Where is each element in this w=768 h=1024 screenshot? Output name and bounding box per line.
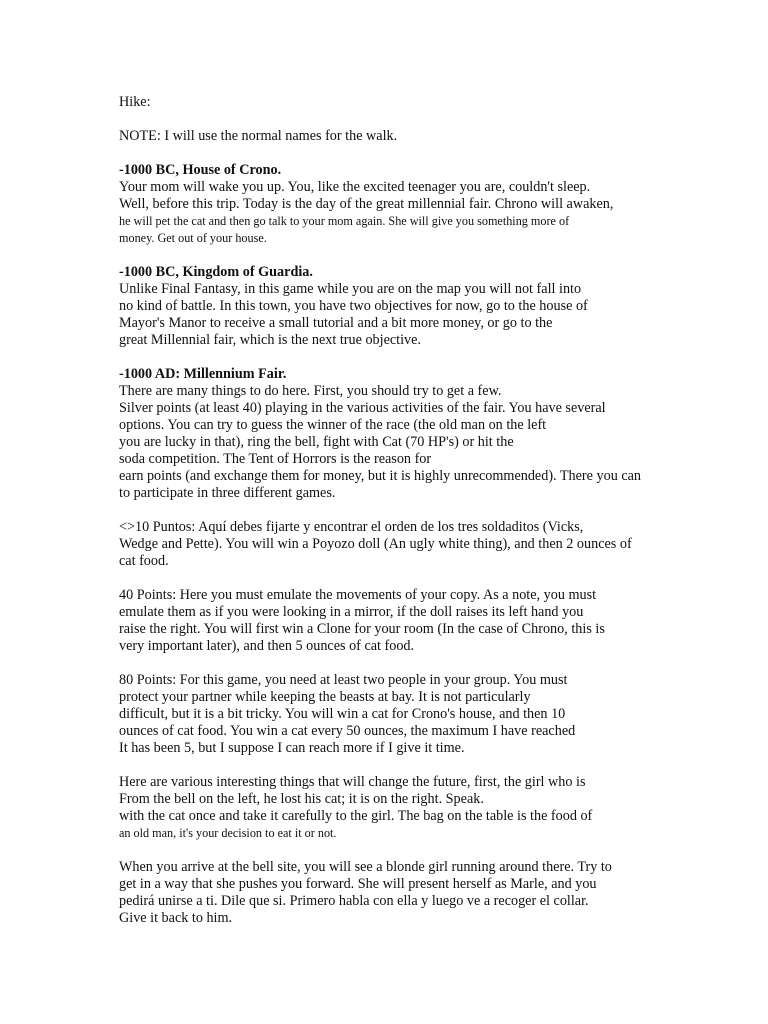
paragraph-line: pedirá unirse a ti. Dile que si. Primero habla con ella y luego ve a recoger el collar.: [119, 893, 589, 909]
paragraph-line: get in a way that she pushes you forward. She will present herself as Marle, and you: [119, 876, 597, 892]
section-line: There are many things to do here. First, you should try to get a few.: [119, 383, 502, 399]
document-note: NOTE: I will use the normal names for the walk.: [119, 128, 398, 144]
section-title: -1000 BC, Kingdom of Guardia.: [119, 264, 313, 280]
paragraph-line: When you arrive at the bell site, you will see a blonde girl running around there. Try to: [119, 859, 612, 875]
section-line: Your mom will wake you up. You, like the excited teenager you are, couldn't sleep.: [119, 179, 591, 195]
section-line: Mayor's Manor to receive a small tutorial and a bit more money, or go to the: [119, 315, 553, 331]
paragraph-line: cat food.: [119, 553, 169, 569]
paragraph-line: Give it back to him.: [119, 910, 233, 926]
section-house-of-crono: [119, 162, 679, 247]
spacer: [119, 842, 679, 859]
section-line: Well, before this trip. Today is the day of the great millennial fair. Chrono will awaken,: [119, 196, 614, 212]
section-line: soda competition. The Tent of Horrors is the reason for: [119, 451, 432, 467]
section-line: earn points (and exchange them for money, but it is highly unrecommended). There you can: [119, 468, 642, 484]
paragraph-10-points: [119, 519, 679, 570]
paragraph-line: ounces of cat food. You win a cat every 50 ounces, the maximum I have reached: [119, 723, 576, 739]
paragraph-interesting-things: [119, 774, 679, 842]
paragraph-line: Here are various interesting things that will change the future, first, the girl who is: [119, 774, 586, 790]
paragraph-line: From the bell on the left, he lost his cat; it is on the right. Speak.: [119, 791, 484, 807]
document-page: [119, 94, 679, 927]
section-line: you are lucky in that), ring the bell, fight with Cat (70 HP's) or hit the: [119, 434, 514, 450]
section-millennium-fair: [119, 366, 679, 502]
document-heading: Hike:: [119, 94, 151, 110]
section-line: options. You can try to guess the winner of the race (the old man on the left: [119, 417, 547, 433]
section-kingdom-of-guardia: [119, 264, 679, 349]
spacer: [119, 247, 679, 264]
section-title: -1000 BC, House of Crono.: [119, 162, 282, 178]
paragraph-line: 80 Points: For this game, you need at least two people in your group. You must: [119, 672, 568, 688]
spacer: [119, 349, 679, 366]
section-line: great Millennial fair, which is the next true objective.: [119, 332, 421, 348]
spacer: [119, 502, 679, 519]
spacer: [119, 111, 679, 128]
paragraph-line: emulate them as if you were looking in a mirror, if the doll raises its left hand you: [119, 604, 584, 620]
paragraph-line: 40 Points: Here you must emulate the movements of your copy. As a note, you must: [119, 587, 597, 603]
paragraph-line: very important later), and then 5 ounces of cat food.: [119, 638, 415, 654]
paragraph-80-points: [119, 672, 679, 757]
section-title: -1000 AD: Millennium Fair.: [119, 366, 287, 382]
paragraph-bell-site: [119, 859, 679, 927]
paragraph-line: an old man, it's your decision to eat it or not.: [119, 826, 337, 840]
spacer: [119, 145, 679, 162]
spacer: [119, 757, 679, 774]
paragraph-line: It has been 5, but I suppose I can reach more if I give it time.: [119, 740, 465, 756]
paragraph-line: with the cat once and take it carefully to the girl. The bag on the table is the food of: [119, 808, 593, 824]
section-line: Unlike Final Fantasy, in this game while you are on the map you will not fall into: [119, 281, 582, 297]
paragraph-line: difficult, but it is a bit tricky. You will win a cat for Crono's house, and then 10: [119, 706, 566, 722]
paragraph-line: <>10 Puntos: Aquí debes fijarte y encontrar el orden de los tres soldaditos (Vicks,: [119, 519, 584, 535]
section-line: he will pet the cat and then go talk to your mom again. She will give you something more of: [119, 214, 570, 228]
section-line: money. Get out of your house.: [119, 231, 267, 245]
paragraph-40-points: [119, 587, 679, 655]
paragraph-line: protect your partner while keeping the beasts at bay. It is not particularly: [119, 689, 531, 705]
spacer: [119, 655, 679, 672]
paragraph-line: raise the right. You will first win a Clone for your room (In the case of Chrono, this is: [119, 621, 605, 637]
section-line: no kind of battle. In this town, you have two objectives for now, go to the house of: [119, 298, 588, 314]
section-line: Silver points (at least 40) playing in the various activities of the fair. You have several: [119, 400, 606, 416]
paragraph-line: Wedge and Pette). You will win a Poyozo doll (An ugly white thing), and then 2 ounces of: [119, 536, 632, 552]
spacer: [119, 570, 679, 587]
section-line: to participate in three different games.: [119, 485, 336, 501]
